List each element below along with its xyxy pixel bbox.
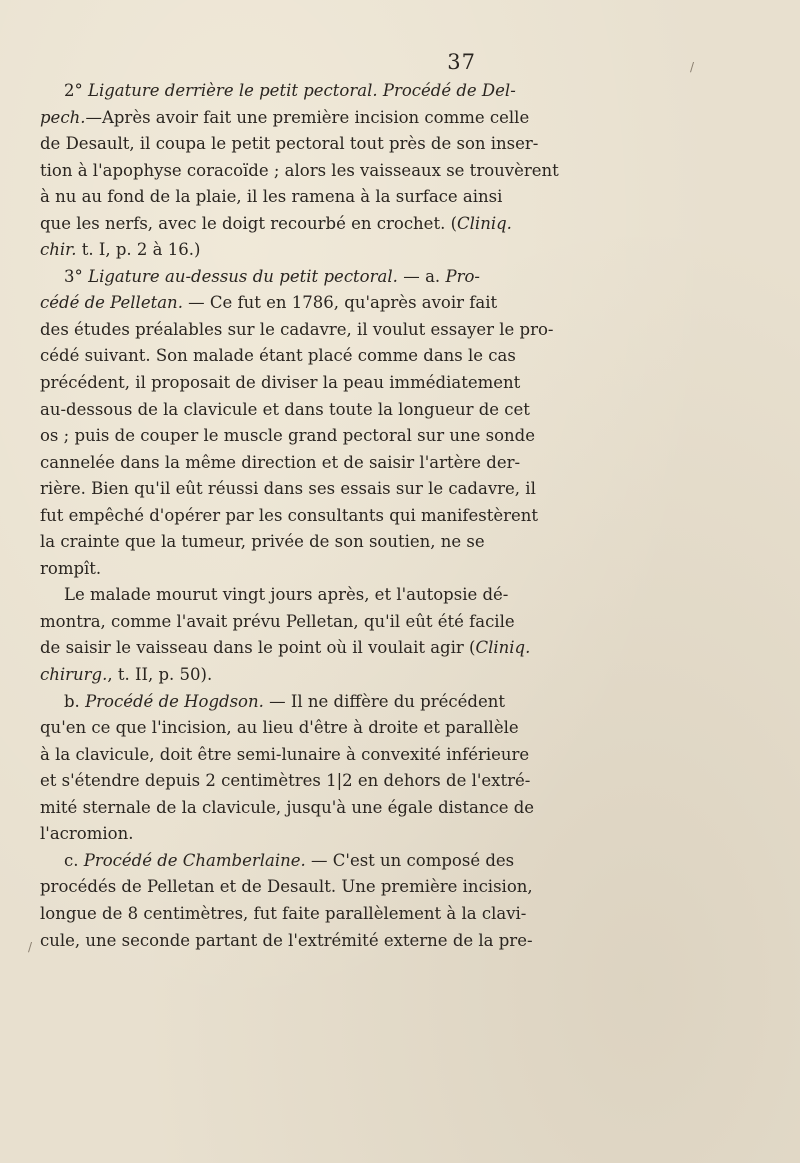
text-line bbox=[40, 529, 485, 556]
text-segment: à la clavicule, doit être semi-lunaire à convexité inférieure bbox=[40, 744, 530, 764]
text-line bbox=[40, 78, 516, 105]
body-text bbox=[40, 78, 559, 954]
text-line bbox=[40, 874, 533, 901]
text-line bbox=[40, 715, 519, 742]
text-segment: fut empêché d'opérer par les consultants qui manifestèrent bbox=[40, 505, 539, 525]
text-segment: mité sternale de la clavicule, jusqu'à une égale distance de bbox=[40, 797, 535, 817]
text-segment: — C'est un composé des bbox=[305, 850, 515, 870]
italic-text: Cliniq. bbox=[457, 213, 512, 233]
text-segment: de saisir le vaisseau dans le point où il voulait agir ( bbox=[40, 638, 476, 658]
text-line bbox=[40, 211, 512, 238]
text-line bbox=[40, 556, 480, 583]
text-line bbox=[40, 821, 480, 848]
text-segment: à nu au fond de la plaie, il les ramena à la surface ainsi bbox=[40, 187, 503, 207]
text-line bbox=[40, 423, 535, 450]
text-segment: cédé suivant. Son malade étant placé comme dans le cas bbox=[40, 346, 516, 366]
text-line bbox=[40, 742, 530, 769]
text-segment: rompît. bbox=[40, 558, 102, 578]
italic-text: chirurg. bbox=[40, 665, 108, 685]
page-number: 37 bbox=[447, 50, 476, 74]
text-segment: 2° bbox=[64, 81, 88, 100]
text-segment: os ; puis de couper le muscle grand pectoral sur une sonde bbox=[40, 426, 535, 446]
text-line bbox=[40, 105, 530, 132]
text-segment: — a. bbox=[397, 266, 446, 286]
text-line bbox=[40, 264, 480, 291]
italic-text: Cliniq. bbox=[475, 638, 531, 658]
italic-text: Procédé de Chamberlaine. bbox=[83, 850, 306, 870]
text-segment: la crainte que la tumeur, privée de son soutien, ne se bbox=[40, 532, 485, 552]
text-segment: — Il ne diffère du précédent bbox=[263, 691, 505, 711]
italic-text: pech. bbox=[40, 107, 86, 127]
italic-text: Ligature derrière le petit pectoral. Procédé de Del- bbox=[88, 81, 516, 100]
text-line bbox=[40, 768, 531, 795]
text-segment: tion à l'apophyse coracoïde ; alors les vaisseaux se trouvèrent bbox=[40, 160, 559, 180]
page-blemish: / bbox=[28, 940, 33, 954]
text-line bbox=[40, 928, 533, 955]
text-segment: montra, comme l'avait prévu Pelletan, qu'il eût été facile bbox=[40, 611, 515, 631]
text-line bbox=[40, 158, 559, 185]
text-line bbox=[40, 582, 509, 609]
text-segment: de Desault, il coupa le petit pectoral tout près de son inser- bbox=[40, 134, 539, 154]
text-line bbox=[40, 795, 535, 822]
text-segment: — Ce fut en 1786, qu'après avoir fait bbox=[182, 293, 498, 313]
text-line bbox=[40, 343, 516, 370]
italic-text: chir. bbox=[40, 240, 77, 260]
page-blemish: / bbox=[690, 60, 695, 74]
text-line bbox=[40, 397, 530, 424]
text-line bbox=[40, 635, 531, 662]
text-line bbox=[40, 476, 536, 503]
text-line bbox=[40, 503, 539, 530]
text-segment: et s'étendre depuis 2 centimètres 1|2 en dehors de l'extré- bbox=[40, 771, 531, 791]
text-line bbox=[40, 848, 515, 875]
text-segment: , t. II, p. 50). bbox=[107, 665, 213, 685]
text-line bbox=[40, 689, 505, 716]
text-line bbox=[40, 370, 521, 397]
text-line bbox=[40, 609, 515, 636]
text-line bbox=[40, 184, 503, 211]
text-segment: des études préalables sur le cadavre, il voulut essayer le pro- bbox=[40, 319, 554, 339]
text-segment: longue de 8 centimètres, fut faite parallèlement à la clavi- bbox=[40, 903, 527, 923]
text-line bbox=[40, 901, 527, 928]
text-segment: Le malade mourut vingt jours après, et l'autopsie dé- bbox=[64, 585, 509, 605]
text-segment: 3° bbox=[64, 266, 89, 286]
text-segment: au-dessous de la clavicule et dans toute la longueur de cet bbox=[40, 399, 530, 419]
text-segment: c. bbox=[64, 850, 84, 870]
italic-text: cédé de Pelletan. bbox=[40, 293, 183, 313]
italic-text: Pro- bbox=[445, 266, 480, 286]
text-segment: b. bbox=[64, 691, 86, 711]
text-line bbox=[40, 662, 480, 689]
text-segment: procédés de Pelletan et de Desault. Une première incision, bbox=[40, 877, 533, 897]
text-line bbox=[40, 450, 521, 477]
text-segment: précédent, il proposait de diviser la peau immédiatement bbox=[40, 373, 521, 393]
text-segment: qu'en ce que l'incision, au lieu d'être à droite et parallèle bbox=[40, 718, 519, 738]
text-segment: cule, une seconde partant de l'extrémité externe de la pre- bbox=[40, 930, 533, 950]
text-segment: t. I, p. 2 à 16.) bbox=[76, 240, 201, 260]
text-segment: rière. Bien qu'il eût réussi dans ses essais sur le cadavre, il bbox=[40, 479, 536, 499]
italic-text: Ligature au-dessus du petit pectoral. bbox=[88, 266, 398, 286]
text-line bbox=[40, 131, 539, 158]
italic-text: Procédé de Hogdson. bbox=[85, 691, 264, 711]
text-segment: que les nerfs, avec le doigt recourbé en crochet. ( bbox=[40, 213, 458, 233]
text-line bbox=[40, 317, 554, 344]
text-segment: —Après avoir fait une première incision comme celle bbox=[85, 107, 530, 127]
text-segment: l'acromion. bbox=[40, 824, 134, 844]
text-segment: cannelée dans la même direction et de saisir l'artère der- bbox=[40, 452, 521, 472]
text-line bbox=[40, 237, 480, 264]
text-line bbox=[40, 290, 498, 317]
